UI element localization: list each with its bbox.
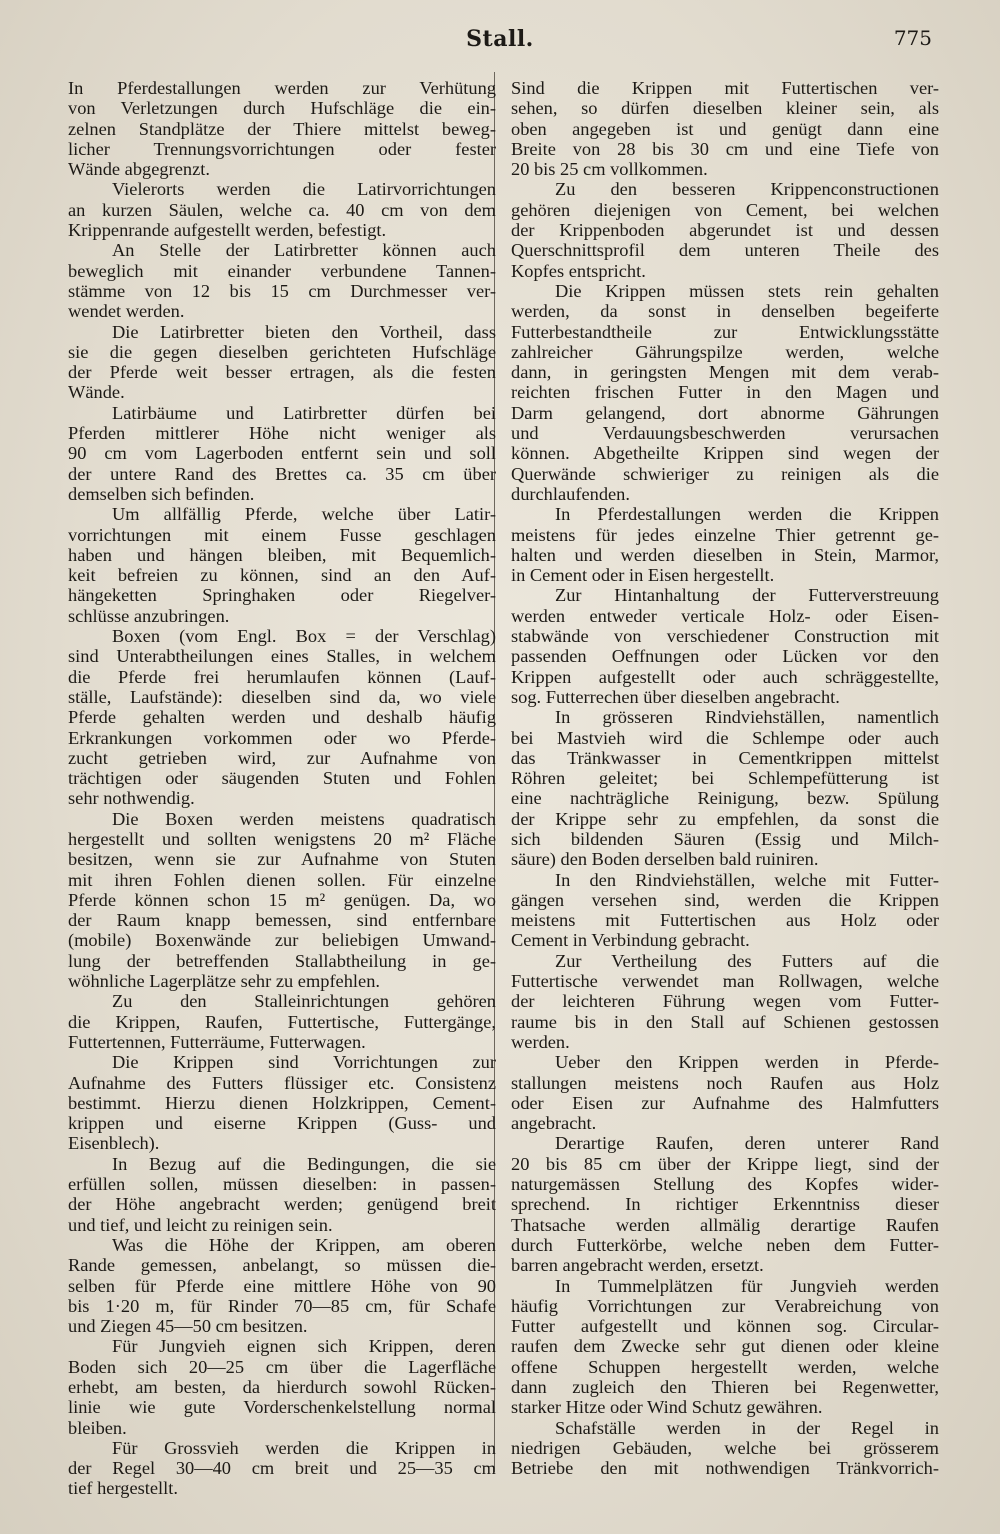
text-line: Erkrankungen vorkommen oder wo Pferde- [68, 727, 496, 748]
page-header [0, 26, 1000, 60]
text-line: ställe, Laufstände): dieselben sind da, wo viele [68, 686, 496, 707]
text-line: licher Trennungsvorrichtungen oder fester [68, 138, 496, 159]
text-line: In Pferdestallungen werden zur Verhütung [68, 78, 496, 98]
text-line: In den Rindviehställen, welche mit Futter- [555, 869, 939, 890]
text-line: krippen und eiserne Krippen (Guss- und [68, 1113, 496, 1134]
text-line: gängen versehen sind, werden die Krippen [511, 889, 939, 910]
text-line: die Pferde frei herumlaufen können (Lauf- [68, 666, 496, 687]
text-line: Zu den besseren Krippenconstructionen [555, 179, 939, 200]
text-line: Derartige Raufen, deren unterer Rand [555, 1133, 939, 1154]
text-line: Zu den Stalleinrichtungen gehören [112, 991, 496, 1012]
text-line: Für Jungvieh eignen sich Krippen, deren [112, 1336, 496, 1357]
text-line: Wände. [68, 382, 125, 403]
text-line: lung der betreffenden Stallabtheilung in ge- [68, 950, 496, 971]
text-line: der Raum knapp bemessen, sind entfernbare [68, 910, 496, 931]
text-line: Darm gelangend, dort abnorme Gährungen [511, 402, 939, 423]
text-line: Futtertennen, Futterräume, Futterwagen. [68, 1031, 366, 1052]
text-line: Eisenblech). [68, 1133, 160, 1154]
text-line: hergestellt und sollten wenigstens 20 m² Fläche [68, 828, 496, 849]
text-line: hängeketten Springhaken oder Riegelver- [68, 585, 496, 606]
text-line: Rande gemessen, anbelangt, so müssen die- [68, 1255, 496, 1276]
text-line: durchlaufenden. [511, 483, 630, 504]
text-line: Röhren geleitet; bei Schlempefütterung ist [511, 768, 939, 789]
text-line: In Pferdestallungen werden die Krippen [555, 504, 939, 525]
text-line: das Tränkwasser in Cementkrippen mittelst [511, 747, 939, 768]
text-line: Zur Vertheilung des Futters auf die [555, 950, 939, 971]
right-column [511, 78, 939, 1478]
text-line: Breite von 28 bis 30 cm und eine Tiefe von [511, 138, 939, 159]
text-line: Für Grossvieh werden die Krippen in [112, 1437, 496, 1458]
text-line: stabwände von verschiedener Construction mit [511, 626, 939, 647]
text-line: Schafställe werden in der Regel in [555, 1417, 939, 1438]
text-line: Querschnittsprofil dem unteren Theile des [511, 240, 939, 261]
text-line: In Bezug auf die Bedingungen, die sie [112, 1153, 496, 1174]
text-line: niedrigen Gebäuden, welche bei grösserem [511, 1437, 939, 1458]
text-line: werden entweder verticale Holz- oder Eisen- [511, 605, 939, 626]
text-line: besitzen, wenn sie zur Aufnahme von Stuten [68, 849, 496, 870]
text-line: säure) den Boden derselben bald ruiniren. [511, 849, 819, 870]
text-line: sehen, so dürfen dieselben kleiner sein, als [511, 98, 939, 119]
text-line: die Krippen, Raufen, Futtertische, Futtergänge, [68, 1011, 496, 1032]
text-line: Betriebe den mit nothwendigen Tränkvorrich- [511, 1458, 939, 1479]
text-line: selben für Pferde eine mittlere Höhe von 90 [68, 1275, 496, 1296]
text-line: offene Schuppen hergestellt werden, welche [511, 1356, 939, 1377]
text-line: Aufnahme des Futters flüssiger etc. Consistenz [68, 1072, 496, 1093]
text-line: der Höhe angebracht werden; genügend breit [68, 1194, 496, 1215]
text-line: sind Unterabtheilungen eines Stalles, in welchem [68, 646, 496, 667]
text-line: sog. Futterrechen über dieselben angebracht. [511, 686, 840, 707]
text-line: 20 bis 85 cm über der Krippe liegt, sind der [511, 1153, 939, 1174]
text-line: der untere Rand des Brettes ca. 35 cm über [68, 463, 496, 484]
text-line: und Ziegen 45—50 cm besitzen. [68, 1316, 308, 1337]
text-line: der Krippe sehr zu empfehlen, da sonst die [511, 808, 939, 829]
text-line: von Verletzungen durch Hufschläge die ein- [68, 98, 496, 119]
text-line: Die Boxen werden meistens quadratisch [112, 808, 496, 829]
text-line: In grösseren Rindviehställen, namentlich [555, 707, 939, 728]
text-line: bis 1·20 m, für Rinder 70—85 cm, für Schafe [68, 1295, 496, 1316]
text-line: wendet werden. [68, 301, 185, 322]
text-line: Boxen (vom Engl. Box = der Verschlag) [112, 626, 496, 647]
text-line: Wände abgegrenzt. [68, 159, 210, 180]
text-line: raume bis in den Stall auf Schienen gestossen [511, 1011, 939, 1032]
text-line: und Verdauungsbeschwerden verursachen [511, 423, 939, 444]
text-line: zahlreicher Gährungspilze werden, welche [511, 341, 939, 362]
text-line: vorrichtungen mit einem Fusse geschlagen [68, 524, 496, 545]
text-line: naturgemässen Stellung des Kopfes wider- [511, 1174, 939, 1195]
text-line: halten und werden dieselben in Stein, Marmor, [511, 544, 939, 565]
text-line: In Tummelplätzen für Jungvieh werden [555, 1275, 939, 1296]
text-line: Kopfes entspricht. [511, 260, 646, 281]
text-line: der Pferde weit besser ertragen, als die festen [68, 362, 496, 383]
text-line: Thatsache werden allmälig derartige Raufen [511, 1214, 939, 1235]
text-line: beweglich mit einander verbundene Tannen- [68, 260, 496, 281]
text-line: der leichteren Führung wegen vom Futter- [511, 991, 939, 1012]
text-line: Krippen aufgestellt oder auch schräggestellte, [511, 666, 939, 687]
text-line: Um allfällig Pferde, welche über Latir- [112, 504, 496, 525]
text-line: sie die gegen dieselben gerichteten Hufschläge [68, 341, 496, 362]
text-line: angebracht. [511, 1113, 597, 1134]
text-line: zucht getrieben wird, zur Aufnahme von [68, 747, 496, 768]
page-number: 775 [893, 26, 932, 50]
text-line: eine nachträgliche Reinigung, bezw. Spülung [511, 788, 939, 809]
text-line: dann zugleich den Thieren bei Regenwetter, [511, 1377, 939, 1397]
text-line: 90 cm vom Lagerboden entfernt sein und soll [68, 443, 496, 464]
text-line: zelnen Standplätze der Thiere mittelst beweg- [68, 118, 496, 139]
text-line: linie wie gute Vorderschenkelstellung normal [68, 1397, 496, 1418]
text-line: Pferde können schon 15 m² genügen. Da, wo [68, 889, 496, 910]
text-line: Die Krippen sind Vorrichtungen zur [112, 1052, 496, 1073]
text-line: können. Abgetheilte Krippen sind wegen der [511, 443, 939, 464]
text-line: Die Krippen müssen stets rein gehalten [555, 280, 939, 301]
text-line: meistens mit Futtertischen aus Holz oder [511, 910, 939, 931]
text-line: reichten frischen Futter in den Magen und [511, 382, 939, 403]
text-line: durch Futterkörbe, welche neben dem Futter- [511, 1234, 939, 1255]
text-line: meistens für jedes einzelne Thier getrennt ge- [511, 524, 939, 545]
text-line: trächtigen oder säugenden Stuten und Fohlen [68, 768, 496, 789]
text-line: Futtertische verwendet man Rollwagen, welche [511, 971, 939, 992]
text-line: der Regel 30—40 cm breit und 25—35 cm [68, 1458, 496, 1479]
text-line: in Cement oder in Eisen hergestellt. [511, 565, 775, 586]
text-line: Sind die Krippen mit Futtertischen ver- [511, 78, 939, 98]
text-line: sich bildenden Säuren (Essig und Milch- [511, 828, 939, 849]
text-line: bestimmt. Hierzu dienen Holzkrippen, Cement- [68, 1092, 496, 1113]
text-line: Latirbäume und Latirbretter dürfen bei [112, 402, 496, 423]
text-line: Was die Höhe der Krippen, am oberen [112, 1234, 496, 1255]
text-line: Vielerorts werden die Latirvorrichtungen [112, 179, 496, 200]
text-line: erfüllen sollen, müssen dieselben: in passen- [68, 1174, 496, 1195]
text-line: keit befreien zu können, sind an den Auf- [68, 565, 496, 586]
text-line: barren angebracht werden, ersetzt. [511, 1255, 764, 1276]
text-line: gehören diejenigen von Cement, bei welchen [511, 199, 939, 220]
text-line: und tief, und leicht zu reinigen sein. [68, 1214, 333, 1235]
text-line: Querwände schwieriger zu reinigen als die [511, 463, 939, 484]
text-line: raufen dem Zwecke sehr gut dienen oder kleine [511, 1336, 939, 1357]
running-head: Stall. [466, 26, 534, 52]
text-line: bei Mastvieh wird die Schlempe oder auch [511, 727, 939, 748]
text-line: werden. [511, 1031, 570, 1052]
text-line: an kurzen Säulen, welche ca. 40 cm von dem [68, 199, 496, 220]
text-line: Futter aufgestellt und können sog. Circular- [511, 1316, 939, 1337]
text-line: haben und hängen bleiben, mit Bequemlich- [68, 544, 496, 565]
text-line: sehr nothwendig. [68, 788, 195, 809]
text-line: oben angegeben ist und genügt dann eine [511, 118, 939, 139]
text-line: Pferden mittlerer Höhe nicht weniger als [68, 423, 496, 444]
text-line: stämme von 12 bis 15 cm Durchmesser ver- [68, 280, 496, 301]
text-line: Die Latirbretter bieten den Vortheil, dass [112, 321, 496, 342]
text-line: Ueber den Krippen werden in Pferde- [555, 1052, 939, 1073]
text-line: tief hergestellt. [68, 1478, 178, 1499]
text-line: werden, da sonst in denselben begeiferte [511, 301, 939, 322]
text-line: wöhnliche Lagerplätze sehr zu empfehlen. [68, 971, 380, 992]
text-line: Krippenrande aufgestellt werden, befestigt. [68, 220, 387, 241]
text-line: schlüsse anzubringen. [68, 605, 230, 626]
text-line: häufig Vorrichtungen zur Verabreichung von [511, 1295, 939, 1316]
text-line: Boden sich 20—25 cm über die Lagerfläche [68, 1356, 496, 1377]
text-line: (mobile) Boxenwände zur beliebigen Umwand- [68, 930, 496, 951]
text-line: An Stelle der Latirbretter können auch [112, 240, 496, 261]
text-line: mit ihren Fohlen dienen sollen. Für einzelne [68, 869, 496, 890]
text-line: sprechend. In richtiger Erkenntniss dieser [511, 1194, 939, 1215]
text-line: Zur Hintanhaltung der Futterverstreuung [555, 585, 939, 606]
text-line: der Krippenboden abgerundet ist und dessen [511, 220, 939, 241]
text-line: oder Eisen zur Aufnahme des Halmfutters [511, 1092, 939, 1113]
text-line: Pferde gehalten werden und deshalb häufig [68, 707, 496, 728]
text-line: demselben sich befinden. [68, 483, 255, 504]
text-line: 20 bis 25 cm vollkommen. [511, 159, 708, 180]
left-column [68, 78, 496, 1499]
text-line: Futterbestandtheile zur Entwicklungsstätte [511, 321, 939, 342]
text-line: dann, in geringsten Mengen mit dem verab- [511, 362, 939, 383]
text-line: starker Hitze oder Wind Schutz gewähren. [511, 1397, 823, 1418]
text-line: passenden Oeffnungen oder Lücken vor den [511, 646, 939, 667]
text-line: erhebt, am besten, da hierdurch sowohl Rücken- [68, 1377, 496, 1397]
text-line: bleiben. [68, 1417, 127, 1438]
text-line: Cement in Verbindung gebracht. [511, 930, 750, 951]
text-line: stallungen meistens noch Raufen aus Holz [511, 1072, 939, 1093]
